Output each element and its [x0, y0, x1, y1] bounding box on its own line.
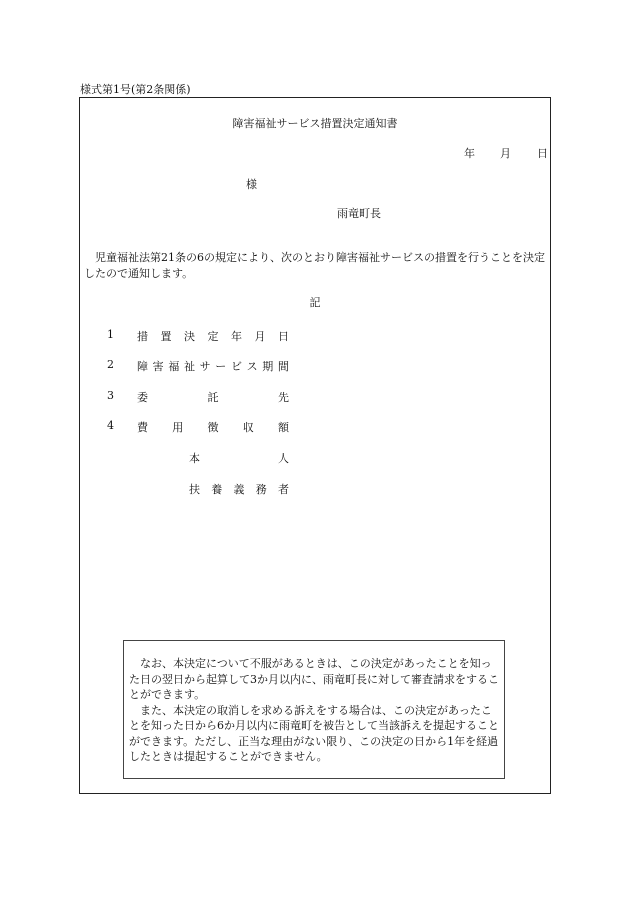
label-char: 月 [254, 330, 266, 343]
label-char: 義 [233, 483, 245, 496]
body-text: 児童福祉法第21条の6の規定により、次のとおり障害福祉サービスの措置を行うことを決定したので通知します。 [84, 251, 545, 280]
label-char: 福 [168, 360, 180, 373]
item-label [137, 419, 289, 435]
item-number: 3 [107, 389, 114, 402]
date-day-label: 日 [537, 147, 548, 160]
label-char: 置 [160, 330, 172, 343]
label-char: 害 [152, 360, 164, 373]
label-char: ビ [230, 360, 242, 373]
label-char: サ [199, 360, 211, 373]
label-char: 年 [231, 330, 242, 343]
label-char: 決 [184, 330, 195, 343]
body-paragraph [84, 250, 550, 282]
label-char: 託 [207, 391, 219, 404]
recipient-honorific: 様 [246, 178, 257, 191]
label-char: ス [246, 360, 258, 373]
notice-paragraph: なお、本決定について不服があるときは、この決定があったことを知った日の翌日から起算して3か月以内に、雨竜町長に対して審査請求をすることができます。 [129, 657, 499, 701]
notice-text [129, 656, 501, 765]
label-char: 人 [278, 452, 289, 465]
document-title: 障害福祉サービス措置決定通知書 [232, 117, 398, 130]
item-label [137, 358, 289, 374]
date-month-label: 月 [500, 147, 511, 160]
item-number: 1 [107, 328, 114, 341]
label-char: 費 [137, 421, 148, 434]
label-char: ー [215, 360, 227, 373]
ki-heading: 記 [309, 296, 321, 309]
form-number-label: 様式第1号(第2条関係) [80, 83, 191, 96]
label-char: 期 [262, 360, 274, 373]
label-char: 委 [137, 391, 148, 404]
label-char: 先 [278, 391, 289, 404]
item-number: 4 [107, 419, 114, 432]
label-char: 間 [277, 360, 289, 373]
label-char: 者 [278, 483, 289, 496]
label-char: 定 [207, 330, 219, 343]
label-char: 務 [255, 483, 267, 496]
item-label [137, 389, 289, 405]
label-char: 本 [189, 452, 200, 465]
sub-item-label [189, 481, 289, 497]
label-char: 額 [278, 421, 289, 434]
label-char: 措 [137, 330, 148, 343]
label-char: 徴 [207, 421, 219, 434]
label-char: 用 [172, 421, 184, 434]
label-char: 障 [137, 360, 148, 373]
sub-item-label [189, 450, 289, 466]
label-char: 養 [211, 483, 223, 496]
notice-paragraph: また、本決定の取消しを求める訴えをする場合は、この決定があったことを知った日から6か月以内に雨竜町を被告として当該訴えを提起することができます。ただし、正当な理由がない限り、この決定の日から1年を経過したときは提起することができません。 [129, 703, 499, 763]
date-year-label: 年 [464, 147, 475, 160]
item-label [137, 328, 289, 344]
item-number: 2 [107, 358, 114, 371]
label-char: 収 [242, 421, 254, 434]
sender-name: 雨竜町長 [337, 207, 381, 220]
label-char: 扶 [189, 483, 200, 496]
label-char: 日 [278, 330, 289, 343]
label-char: 祉 [183, 360, 195, 373]
